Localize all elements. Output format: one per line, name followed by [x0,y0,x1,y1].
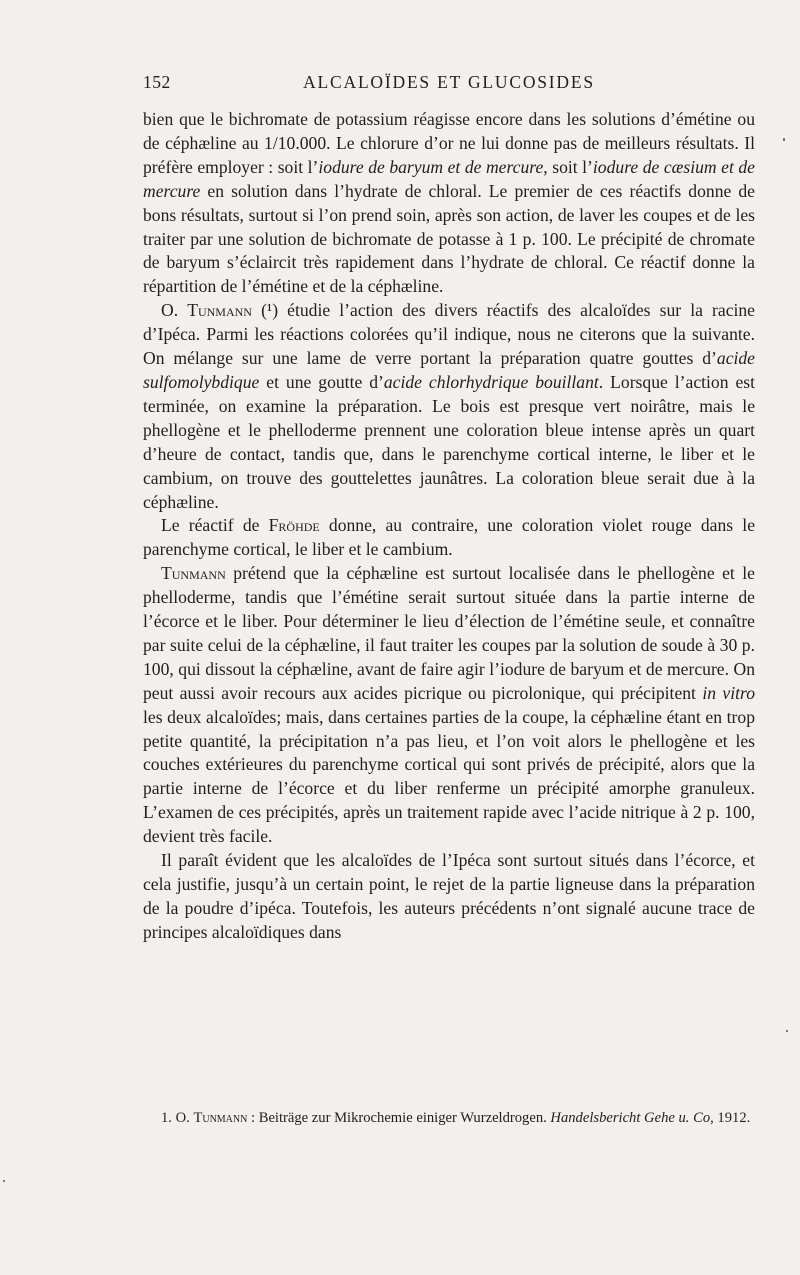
text-run: prétend que la céphæline est surtout localisée dans le phellogène et le phelloderme, tandis que l’émétine serait surtout située dans la partie interne de l’écorce et le liber. Pour déterminer le lieu d’élection de l’émétine seule, et connaître par suite celui de la céphæline, il faut traiter les coupes par la solution de soude à 30 p. 100, qui dissout la céphæline, avant de faire agir l’iodure de baryum et de mercure. On peut aussi avoir recours aux acides picrique ou picrolonique, qui précipitent [143,563,755,703]
text-run: , soit l’ [543,156,593,177]
italic-text: iodure de cæsium et de mercure [143,156,755,201]
text-run: en solution dans l’hydrate de chloral. Le premier de ces réactifs donne de bons résultats, surtout si l’on prend soin, après son action, de laver les coupes et de les traiter par une solution de bichromate de potasse à 1 p. 100. Le précipité de chromate de baryum s’éclaircit très rapidement dans l’hydrate de chloral. Ce réactif donne la répartition de l’émétine et de la céphæline. [143,180,755,297]
italic-text: acide sulfomolybdique [143,348,755,392]
body-text [143,108,755,945]
author-name: Tunmann [187,300,252,321]
paragraph-p5 [143,849,755,945]
italic-text: acide chlorhydrique bouillant [383,371,599,392]
scan-speck [3,1180,5,1182]
text-run: bien que le bichromate de potassium réagisse encore dans les solutions d’émétine ou de céphæline au 1/10.000. Le chlorure d’or ne lui donne pas de meilleurs résultats. Il préfère employer : soit l’ [143,109,755,177]
author-name: Fröhde [268,515,320,536]
italic-text: iodure de baryum et de mercure [318,156,544,177]
text-run: les deux alcaloïdes; mais, dans certaines parties de la coupe, la céphæline étant en trop petite quantité, la précipitation n’a pas lieu, et l’on voit alors le phellogène et les couches extérieures du parenchyme cortical qui sont privés de précipité, alors que la partie interne de l’écorce et du liber renferme un précipité amorphe granuleux. L’examen de ces précipités, après un traitement rapide avec l’acide nitrique à 2 p. 100, devient très facile. [143,706,755,847]
italic-text: Handelsbericht Gehe u. Co [550,1110,711,1126]
author-name: Tunmann [161,563,226,584]
paragraph-p3 [143,514,755,562]
paragraph-p4 [143,562,755,849]
text-run: Il paraît évident que les alcaloïdes de l’Ipéca sont surtout situés dans l’écorce, et cela justifie, jusqu’à un certain point, le rejet de la partie ligneuse dans la préparation de la poudre d’ipéca. Toutefois, les auteurs précédents n’ont signalé aucune trace de principes alcaloïdiques dans [143,850,755,942]
text-run: 1. O. [161,1110,194,1126]
italic-text: in vitro [702,682,755,703]
footnotes [143,1108,755,1128]
text-run: : Beiträge zur Mikrochemie einiger Wurzeldrogen. [247,1110,551,1126]
footnote-fn1 [143,1108,755,1128]
scan-speck [783,138,785,141]
text-run: et une goutte d’ [259,371,384,392]
author-name: Tunmann [193,1110,248,1126]
page-number: 152 [143,72,171,92]
text-run: donne, au contraire, une coloration violet rouge dans le parenchyme cortical, le liber et le cambium. [143,515,755,560]
text-run: , 1912. [710,1110,751,1126]
paragraph-p2 [143,299,755,514]
paragraph-p1 [143,108,755,299]
text-run: Le réactif de [161,515,269,536]
page-header [143,72,755,96]
text-run: (¹) étudie l’action des divers réactifs des alcaloïdes sur la racine d’Ipéca. Parmi les réactions colorées qu’il indique, nous ne citerons que la suivante. On mélange sur une lame de verre portant la préparation quatre gouttes d’ [143,300,755,369]
text-run: . Lorsque l’action est terminée, on examine la préparation. Le bois est presque vert noirâtre, mais le phellogène et le phelloderme prennent une coloration bleue intense après un quart d’heure de contact, tandis que, dans le parenchyme cortical interne, le liber et le cambium, on trouve des gouttelettes jaunâtres. La coloration bleue serait due à la céphæline. [143,371,755,512]
running-title: ALCALOÏDES ET GLUCOSIDES [303,72,595,92]
scan-speck [786,1030,788,1032]
text-run: O. [161,300,188,321]
